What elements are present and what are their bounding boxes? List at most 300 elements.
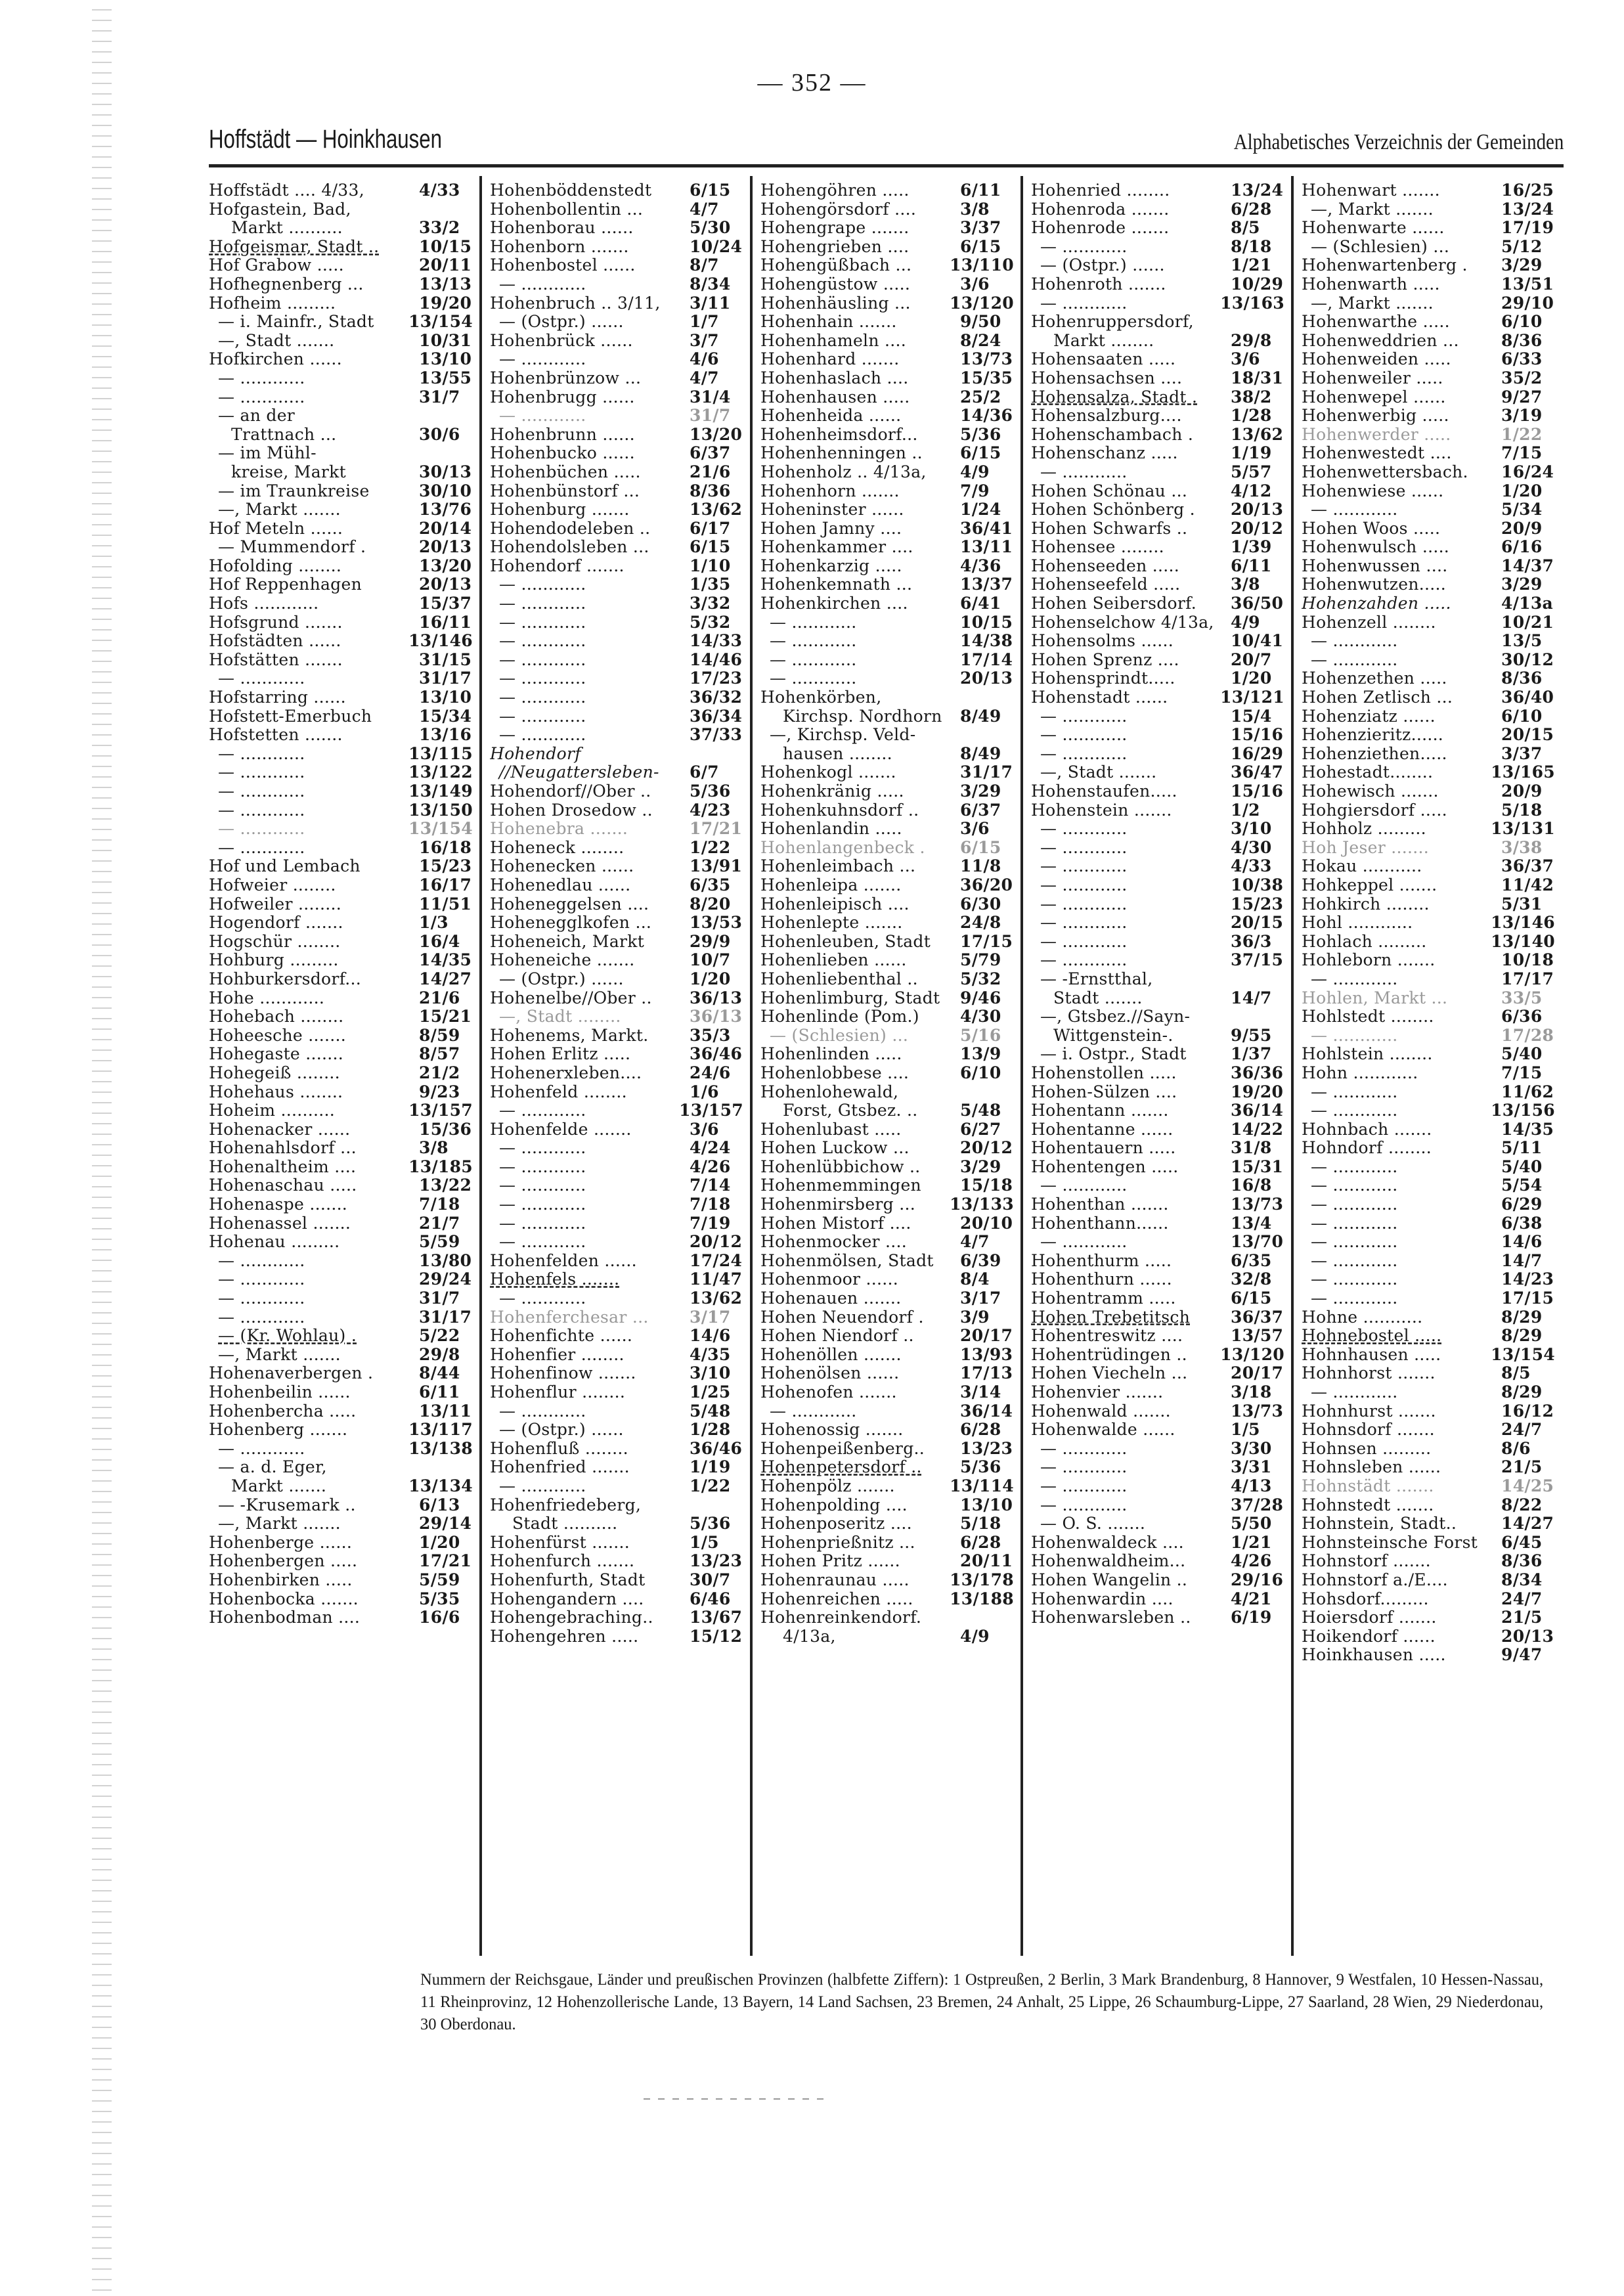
index-entry [490, 1383, 743, 1402]
entry-place-name: —, Stadt ....... [218, 331, 335, 350]
entry-reference-number: 31/17 [960, 762, 1013, 782]
index-entry [1302, 707, 1555, 726]
index-entry [209, 482, 473, 501]
entry-reference-number: 13/121 [1220, 688, 1284, 707]
index-entry [1302, 294, 1555, 313]
index-entry [209, 1421, 473, 1440]
entry-reference-number: 6/28 [1231, 199, 1272, 219]
entry-place-name: Hohensprindt..... [1031, 669, 1175, 688]
index-entry [209, 275, 473, 294]
index-entry [1031, 763, 1284, 782]
entry-reference-number: 35/2 [1501, 368, 1543, 387]
index-entry [209, 1402, 473, 1421]
index-entry [490, 895, 743, 914]
entry-place-name: Hohnstein, Stadt.. [1302, 1514, 1457, 1534]
index-entry [209, 951, 473, 970]
entry-place-name: Hohen Neuendorf . [760, 1308, 924, 1327]
entry-reference-number: 15/21 [419, 1007, 472, 1027]
entry-reference-number: 29/14 [419, 1514, 472, 1534]
index-entry [1031, 219, 1284, 238]
index-entry [760, 444, 1014, 463]
entry-reference-number: 3/10 [690, 1363, 731, 1383]
entry-reference-number: 36/20 [960, 875, 1013, 894]
entry-reference-number: 5/48 [690, 1401, 731, 1421]
index-entry [209, 463, 473, 482]
entry-place-name: Hohenheida ...... [760, 407, 902, 426]
entry-place-name: Hohenaltheim .... [209, 1157, 357, 1176]
entry-place-name: Hohenruppersdorf, [1031, 313, 1194, 332]
index-entry [209, 989, 473, 1008]
entry-reference-number: 13/62 [690, 1289, 743, 1308]
entry-reference-number: 20/7 [1231, 650, 1272, 669]
index-entry [1031, 726, 1284, 745]
index-entry [490, 801, 743, 820]
entry-place-name: Hohsdorf......... [1302, 1589, 1429, 1608]
index-entry [760, 369, 1014, 388]
entry-reference-number: 8/59 [419, 1025, 460, 1045]
entry-reference-number: 31/8 [1231, 1138, 1272, 1158]
entry-place-name: Hohnsleben ...... [1302, 1458, 1441, 1477]
entry-place-name: Hohenossig ....... [760, 1421, 904, 1440]
index-entry [209, 1534, 473, 1553]
entry-reference-number: 21/6 [690, 462, 731, 481]
entry-place-name: Markt .......... [231, 219, 343, 238]
entry-place-name: Hohnstorf a./E.... [1302, 1570, 1448, 1589]
index-entry [490, 1270, 743, 1289]
index-entry [490, 332, 743, 351]
index-entry [209, 1045, 473, 1064]
entry-place-name: Hohenbercha ..... [209, 1402, 357, 1421]
entry-place-name: —, Gtsbez.//Sayn- [1040, 1007, 1191, 1027]
index-entry [490, 1195, 743, 1214]
entry-reference-number: 1/7 [690, 312, 719, 332]
entry-reference-number: 3/29 [960, 1157, 1001, 1176]
entry-place-name: Hohenfelde ....... [490, 1120, 632, 1139]
entry-place-name: — ............ [1311, 1233, 1398, 1252]
entry-reference-number: 11/42 [1501, 875, 1554, 894]
index-entry [490, 1139, 743, 1158]
entry-place-name: Hohenwepel ...... [1302, 387, 1446, 407]
index-entry [1031, 1195, 1284, 1214]
entry-reference-number: 1/24 [960, 500, 1001, 519]
entry-reference-number: 20/11 [960, 1551, 1013, 1571]
entry-reference-number: 3/8 [419, 1138, 449, 1158]
entry-place-name: — Mummendorf . [218, 538, 366, 557]
index-entry [209, 200, 473, 219]
index-entry [1302, 1458, 1555, 1477]
index-entry [760, 857, 1014, 876]
index-entry [1031, 632, 1284, 651]
entry-place-name: — ............ [1040, 820, 1128, 839]
index-entry [209, 1496, 473, 1515]
entry-reference-number: 18/31 [1231, 368, 1284, 387]
index-entry [760, 294, 1014, 313]
entry-place-name: — ............ [499, 1214, 586, 1233]
entry-place-name: — ............ [1040, 1458, 1128, 1477]
index-entry [209, 782, 473, 801]
entry-place-name: —, Markt ....... [1311, 294, 1434, 313]
entry-place-name: Hohentramm ..... [1031, 1289, 1176, 1308]
entry-reference-number: 13/11 [960, 537, 1013, 557]
entry-place-name: Hohenmemmingen [760, 1176, 921, 1195]
entry-place-name: — ............ [1311, 632, 1398, 651]
entry-reference-number: 8/34 [1501, 1570, 1543, 1589]
index-entry [209, 763, 473, 782]
entry-place-name: Hohengüstow ..... [760, 275, 911, 294]
entry-reference-number: 13/73 [1231, 1195, 1284, 1214]
entry-place-name: Hohnbach ....... [1302, 1120, 1432, 1139]
entry-place-name: Hohewisch ....... [1302, 782, 1439, 801]
entry-place-name: Hoheneck ........ [490, 838, 625, 857]
entry-reference-number: 17/13 [960, 1363, 1013, 1383]
index-entry [760, 1007, 1014, 1027]
entry-place-name: — ............ [218, 1439, 305, 1458]
entry-place-name: Hohenflur ........ [490, 1383, 626, 1402]
index-entry [209, 688, 473, 707]
entry-reference-number: 20/9 [1501, 518, 1543, 538]
entry-place-name: Hohenrode ....... [1031, 219, 1170, 238]
index-entry [209, 651, 473, 670]
entry-reference-number: 6/16 [1501, 537, 1543, 557]
index-entry [760, 726, 1014, 745]
entry-place-name: Hohlstedt ........ [1302, 1007, 1434, 1027]
index-entry [209, 1289, 473, 1308]
entry-place-name: Hohenseeden ..... [1031, 556, 1179, 575]
entry-place-name: — ............ [1040, 1476, 1128, 1495]
index-entry [490, 1514, 743, 1534]
entry-place-name: Hofs ............ [209, 594, 319, 613]
entry-place-name: Hohensachsen .... [1031, 368, 1183, 387]
index-entry [760, 707, 1014, 726]
entry-place-name: Hohenselchow 4/13a, [1031, 613, 1214, 632]
entry-reference-number: 20/12 [960, 1138, 1013, 1158]
index-entry [209, 256, 473, 275]
entry-place-name: Hohenbollentin ... [490, 200, 644, 219]
entry-place-name: Hohenborau ...... [490, 219, 634, 238]
entry-place-name: Hohenaspe ....... [209, 1195, 348, 1214]
index-entry [209, 857, 473, 876]
index-entry [490, 1158, 743, 1177]
index-entry [1302, 933, 1555, 952]
entry-place-name: Hohenbostel ...... [490, 256, 636, 275]
entry-reference-number: 3/9 [960, 1307, 990, 1327]
entry-place-name: Hohholz ......... [1302, 820, 1426, 839]
index-entry [1302, 519, 1555, 539]
index-entry [209, 238, 473, 257]
index-entry [760, 350, 1014, 369]
index-entry [760, 1534, 1014, 1553]
index-entry [1031, 1534, 1284, 1553]
entry-place-name: Hohenfriedeberg, [490, 1495, 642, 1514]
entry-reference-number: 14/25 [1501, 1476, 1554, 1495]
entry-reference-number: 11/8 [960, 856, 1001, 876]
entry-place-name: Hohenkogl ....... [760, 763, 896, 782]
entry-place-name: Hohkirch ........ [1302, 894, 1430, 914]
index-entry [760, 1514, 1014, 1534]
entry-place-name: Hohenkarzig ..... [760, 556, 902, 575]
entry-reference-number: 31/7 [419, 1289, 460, 1308]
entry-reference-number: 1/19 [1231, 443, 1272, 463]
entry-place-name: Hohengandern .... [490, 1589, 644, 1608]
entry-reference-number: 6/15 [690, 537, 731, 557]
index-entry [1302, 388, 1555, 407]
index-entry [1031, 1027, 1284, 1046]
entry-reference-number: 20/13 [419, 537, 472, 557]
index-entry [760, 1101, 1014, 1120]
entry-place-name: Hofweier ........ [209, 875, 336, 894]
index-entry [1302, 782, 1555, 801]
entry-place-name: Hohenholz .. 4/13a, [760, 462, 927, 481]
entry-reference-number: 6/36 [1501, 1007, 1543, 1027]
index-entry [1302, 1477, 1555, 1496]
entry-place-name: Hohenlieben ...... [760, 951, 907, 970]
entry-reference-number: 15/31 [1231, 1157, 1284, 1176]
entry-reference-number: 20/13 [419, 575, 472, 594]
entry-place-name: Hohenraunau ..... [760, 1570, 910, 1589]
entry-place-name: Hohenlepte ....... [760, 914, 903, 933]
entry-place-name: Hof und Lembach [209, 857, 361, 876]
index-entry [1031, 500, 1284, 519]
entry-place-name: Hohendorf//Ober .. [490, 782, 651, 801]
entry-reference-number: 17/17 [1501, 969, 1554, 988]
entry-place-name: — ............ [1040, 744, 1128, 763]
entry-place-name: Hohnstedt ....... [1302, 1495, 1434, 1514]
entry-place-name: Hohenlandin ..... [760, 820, 902, 839]
entry-reference-number: 6/29 [1501, 1195, 1543, 1214]
entry-place-name: Hohne ........... [1302, 1308, 1423, 1327]
entry-place-name: — -Krusemark .. [218, 1495, 356, 1514]
entry-reference-number: 5/31 [1501, 894, 1543, 914]
entry-place-name: — ............ [499, 632, 586, 651]
index-entry [209, 839, 473, 858]
index-entry [1031, 1440, 1284, 1459]
index-entry [760, 1083, 1014, 1102]
entry-place-name: Hohen Trebetitsch [1031, 1308, 1191, 1327]
entry-place-name: — ............ [1311, 1383, 1398, 1402]
entry-reference-number: 38/2 [1231, 387, 1272, 407]
entry-place-name: Hohenhenningen .. [760, 444, 923, 463]
entry-place-name: Stadt .......... [512, 1514, 618, 1534]
entry-place-name: Hohenwussen .... [1302, 556, 1448, 575]
index-entry [209, 1514, 473, 1534]
entry-reference-number: 6/37 [960, 800, 1001, 820]
entry-reference-number: 6/15 [960, 837, 1001, 857]
entry-place-name: Hohenhorn ....... [760, 481, 900, 500]
index-entry [209, 669, 473, 688]
entry-place-name: Hohenried ........ [1031, 181, 1170, 200]
entry-reference-number: 15/18 [960, 1176, 1013, 1195]
entry-reference-number: 7/19 [690, 1213, 731, 1233]
index-entry [490, 876, 743, 895]
entry-reference-number: 4/36 [960, 556, 1001, 575]
entry-place-name: Hohentanne ...... [1031, 1120, 1174, 1139]
index-entry [760, 1421, 1014, 1440]
entry-reference-number: 20/12 [1231, 518, 1284, 538]
entry-place-name: Hohengebraching.. [490, 1608, 653, 1627]
index-entry [1302, 407, 1555, 426]
entry-place-name: Hohen Mistorf .... [760, 1214, 911, 1233]
entry-reference-number: 8/44 [419, 1363, 460, 1383]
entry-place-name: Hohnebostel ..... [1302, 1327, 1442, 1346]
index-entry [490, 1421, 743, 1440]
entry-reference-number: 13/73 [1231, 1401, 1284, 1421]
entry-reference-number: 13/4 [1231, 1213, 1272, 1233]
index-entry [1302, 1101, 1555, 1120]
entry-place-name: Hohenaverbergen . [209, 1364, 374, 1383]
entry-reference-number: 10/29 [1231, 274, 1284, 294]
index-entry [760, 256, 1014, 275]
index-entry [760, 1327, 1014, 1346]
entry-reference-number: 3/6 [1231, 349, 1260, 369]
index-entry [490, 1214, 743, 1233]
index-entry [760, 632, 1014, 651]
entry-place-name: — ............ [499, 726, 586, 745]
index-entry [490, 388, 743, 407]
index-entry [490, 970, 743, 989]
index-entry [1031, 1158, 1284, 1177]
index-entry [760, 1176, 1014, 1195]
index-entry [490, 275, 743, 294]
entry-reference-number: 3/6 [690, 1119, 719, 1139]
index-entry [490, 1590, 743, 1609]
index-entry [1031, 1590, 1284, 1609]
entry-reference-number: 30/6 [419, 424, 460, 444]
entry-place-name: Hohen Luckow ... [760, 1139, 910, 1158]
entry-reference-number: 3/17 [960, 1289, 1001, 1308]
index-entry [1031, 1101, 1284, 1120]
entry-place-name: Hohen-Sülzen .... [1031, 1082, 1177, 1101]
entry-reference-number: 11/62 [1501, 1082, 1554, 1101]
index-entry [1031, 256, 1284, 275]
index-entry [760, 200, 1014, 219]
index-entry [1302, 1590, 1555, 1609]
index-entry [490, 1101, 743, 1120]
entry-place-name: Hohenschanz ..... [1031, 444, 1178, 463]
index-entry [760, 181, 1014, 200]
entry-place-name: Hohenfelden ...... [490, 1251, 637, 1270]
index-entry [490, 1477, 743, 1496]
entry-place-name: Hohenleipisch .... [760, 894, 910, 914]
index-entry [1302, 1083, 1555, 1102]
index-entry [490, 1496, 743, 1515]
entry-reference-number: 13/146 [408, 631, 473, 651]
entry-reference-number: 1/6 [690, 1082, 719, 1101]
entry-place-name: Hohburg ......... [209, 951, 339, 970]
entry-reference-number: 5/16 [960, 1025, 1001, 1045]
index-entry [490, 219, 743, 238]
index-entry [209, 426, 473, 445]
entry-reference-number: 13/110 [950, 255, 1014, 275]
entry-place-name: — ............ [218, 1289, 305, 1308]
entry-place-name: Hohenleimbach ... [760, 857, 916, 876]
entry-place-name: Hohe ............ [209, 988, 325, 1007]
index-entry [490, 181, 743, 200]
index-columns [209, 176, 1564, 1956]
entry-reference-number: 3/37 [960, 218, 1001, 238]
index-entry [490, 933, 743, 952]
index-entry [1031, 426, 1284, 445]
entry-place-name: Hohenbergen ..... [209, 1552, 358, 1571]
index-entry [1302, 914, 1555, 933]
entry-place-name: — (Ostpr.) ...... [499, 313, 624, 332]
entry-place-name: — ............ [218, 669, 305, 688]
index-entry [1302, 1289, 1555, 1308]
entry-place-name: Hohenebra ....... [490, 820, 628, 839]
index-entry [1302, 989, 1555, 1008]
index-entry [1031, 369, 1284, 388]
entry-place-name: — ............ [499, 688, 586, 707]
entry-reference-number: 15/16 [1231, 782, 1284, 801]
entry-place-name: Hohenerxleben.... [490, 1063, 642, 1082]
entry-place-name: Hohenreinkendorf. [760, 1608, 922, 1627]
entry-place-name: Hohen Viecheln ... [1031, 1364, 1188, 1383]
entry-reference-number: 8/49 [960, 743, 1001, 763]
index-entry [1031, 1139, 1284, 1158]
index-entry [490, 745, 743, 764]
index-entry [209, 1383, 473, 1402]
entry-place-name: Hohentann ....... [1031, 1101, 1169, 1120]
entry-place-name: Hohenkränig ..... [760, 782, 904, 801]
index-entry [209, 933, 473, 952]
entry-place-name: Hohenmocker .... [760, 1233, 908, 1252]
entry-place-name: Hohen Niendorf .. [760, 1327, 914, 1346]
index-entry [490, 1007, 743, 1027]
index-entry [490, 1534, 743, 1553]
index-entry [1031, 1064, 1284, 1083]
entry-reference-number: 5/35 [419, 1589, 460, 1608]
entry-reference-number: 4/7 [690, 199, 719, 219]
entry-reference-number: 6/13 [419, 1495, 460, 1514]
entry-reference-number: 14/46 [690, 650, 743, 669]
index-column-3 [750, 176, 1020, 1956]
entry-reference-number: 21/7 [419, 1213, 460, 1233]
index-entry [209, 594, 473, 613]
index-entry [490, 557, 743, 576]
index-entry [1031, 1402, 1284, 1421]
page-number: — 352 — [757, 69, 867, 97]
entry-place-name: — ............ [499, 1157, 586, 1176]
index-entry [490, 989, 743, 1008]
entry-reference-number: 6/33 [1501, 349, 1543, 369]
entry-place-name: Hohenwerbig ..... [1302, 407, 1449, 426]
entry-place-name: Hofstarring ...... [209, 688, 346, 707]
entry-reference-number: 3/29 [1501, 575, 1543, 594]
entry-place-name: Hohensalzburg.... [1031, 407, 1182, 426]
entry-place-name: Hohndorf ........ [1302, 1139, 1432, 1158]
index-entry [1302, 1064, 1555, 1083]
index-entry [209, 1308, 473, 1327]
index-entry [1302, 1270, 1555, 1289]
entry-reference-number: 36/32 [690, 688, 743, 707]
entry-reference-number: 5/11 [1501, 1138, 1543, 1158]
entry-place-name: Hofstetten ....... [209, 726, 343, 745]
entry-place-name: Hofsgrund ....... [209, 613, 343, 632]
entry-reference-number: 20/10 [960, 1213, 1013, 1233]
index-entry [490, 857, 743, 876]
entry-place-name: Hohenthurm ..... [1031, 1251, 1172, 1270]
entry-place-name: Hohengöhren ..... [760, 181, 910, 200]
index-entry [490, 1346, 743, 1365]
entry-place-name: Hohentreswitz .... [1031, 1327, 1183, 1346]
entry-reference-number: 5/59 [419, 1570, 460, 1589]
entry-place-name: — ............ [1311, 1157, 1398, 1176]
entry-reference-number: 1/19 [690, 1457, 731, 1477]
entry-place-name: — (Schlesien) ... [1311, 237, 1450, 256]
entry-place-name: Hohenstadt ...... [1031, 688, 1168, 707]
entry-reference-number: 17/28 [1501, 1025, 1554, 1045]
entry-reference-number: 13/146 [1491, 913, 1555, 933]
entry-reference-number: 20/15 [1501, 725, 1554, 745]
